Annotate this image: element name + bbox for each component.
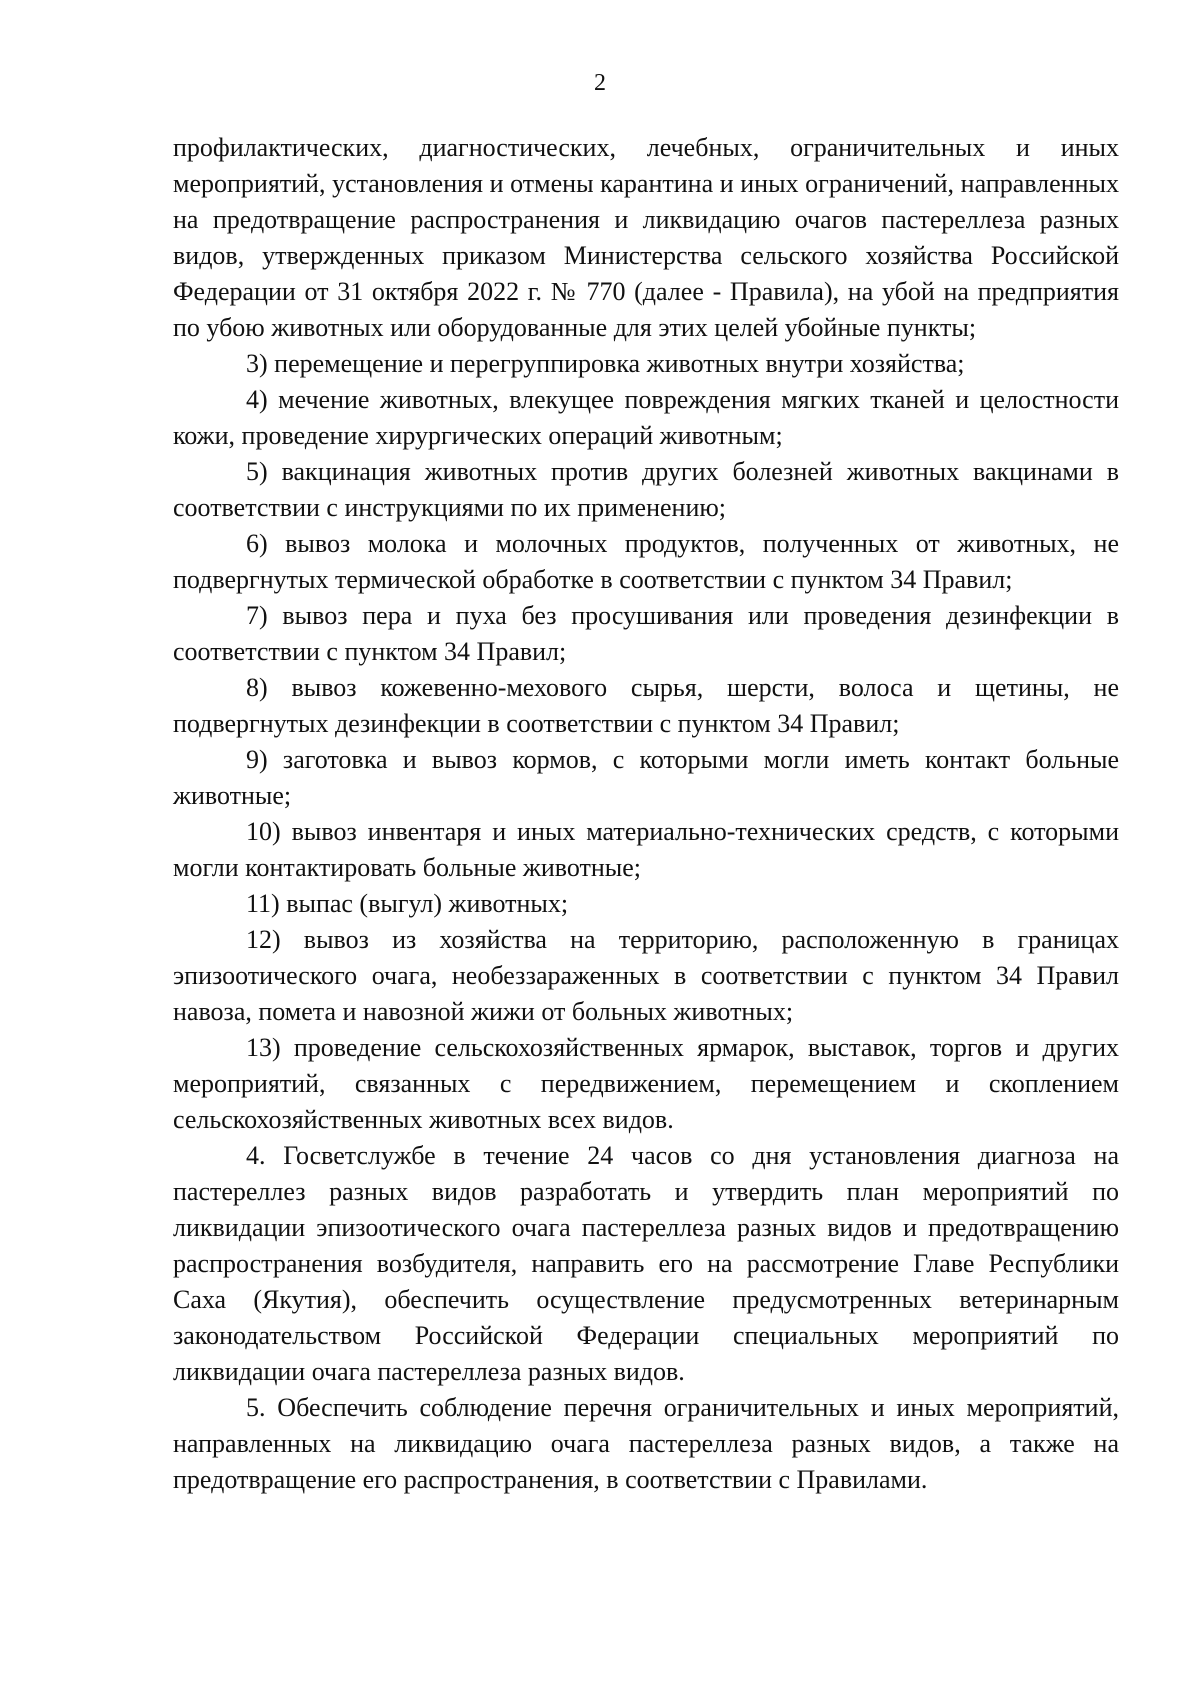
list-item-3: 3) перемещение и перегруппировка животных внутри хозяйства; <box>246 349 965 378</box>
paragraph-continuation: профилактических, диагностических, лечебных, ограничительных и иных мероприятий, установления и отмены карантина и иных ограничений, направленных на предотвращение распространения и ликвидацию очагов пастереллеза разных видов, утвержденных приказом Министерства сельского хозяйства Российской Федерации от 31 октября 2022 г. № 770 (далее - Правила), на убой на предприятия по убою животных или оборудованные для этих целей убойные пункты; <box>173 133 1119 342</box>
section-5: 5. Обеспечить соблюдение перечня ограничительных и иных мероприятий, направленных на ликвидацию очага пастереллеза разных видов, а также на предотвращение его распространения, в соответствии с Правилами. <box>173 1393 1119 1494</box>
list-item-4: 4) мечение животных, влекущее повреждения мягких тканей и целостности кожи, проведение хирургических операций животным; <box>173 385 1119 450</box>
list-item-13: 13) проведение сельскохозяйственных ярмарок, выставок, торгов и других мероприятий, связанных с передвижением, перемещением и скоплением сельскохозяйственных животных всех видов. <box>173 1033 1119 1134</box>
list-item-9: 9) заготовка и вывоз кормов, с которыми могли иметь контакт больные животные; <box>173 745 1119 810</box>
list-item-8: 8) вывоз кожевенно-мехового сырья, шерсти, волоса и щетины, не подвергнутых дезинфекции в соответствии с пунктом 34 Правил; <box>173 673 1119 738</box>
page-number: 2 <box>594 70 606 96</box>
list-item-11: 11) выпас (выгул) животных; <box>246 889 569 918</box>
list-item-7: 7) вывоз пера и пуха без просушивания или проведения дезинфекции в соответствии с пунктом 34 Правил; <box>173 601 1119 666</box>
list-item-10: 10) вывоз инвентаря и иных материально-технических средств, с которыми могли контактировать больные животные; <box>173 817 1119 882</box>
section-4: 4. Госветслужбе в течение 24 часов со дня установления диагноза на пастереллез разных видов разработать и утвердить план мероприятий по ликвидации эпизоотического очага пастереллеза разных видов и предотвращению распространения возбудителя, направить его на рассмотрение Главе Республики Саха (Якутия), обеспечить осуществление предусмотренных ветеринарным законодательством Российской Федерации специальных мероприятий по ликвидации очага пастереллеза разных видов. <box>173 1141 1119 1386</box>
list-item-12: 12) вывоз из хозяйства на территорию, расположенную в границах эпизоотического очага, необеззараженных в соответствии с пунктом 34 Правил навоза, помета и навозной жижи от больных животных; <box>173 925 1119 1026</box>
list-item-6: 6) вывоз молока и молочных продуктов, полученных от животных, не подвергнутых термической обработке в соответствии с пунктом 34 Правил; <box>173 529 1119 594</box>
list-item-5: 5) вакцинация животных против других болезней животных вакцинами в соответствии с инструкциями по их применению; <box>173 457 1119 522</box>
document-body <box>173 130 1119 1498</box>
